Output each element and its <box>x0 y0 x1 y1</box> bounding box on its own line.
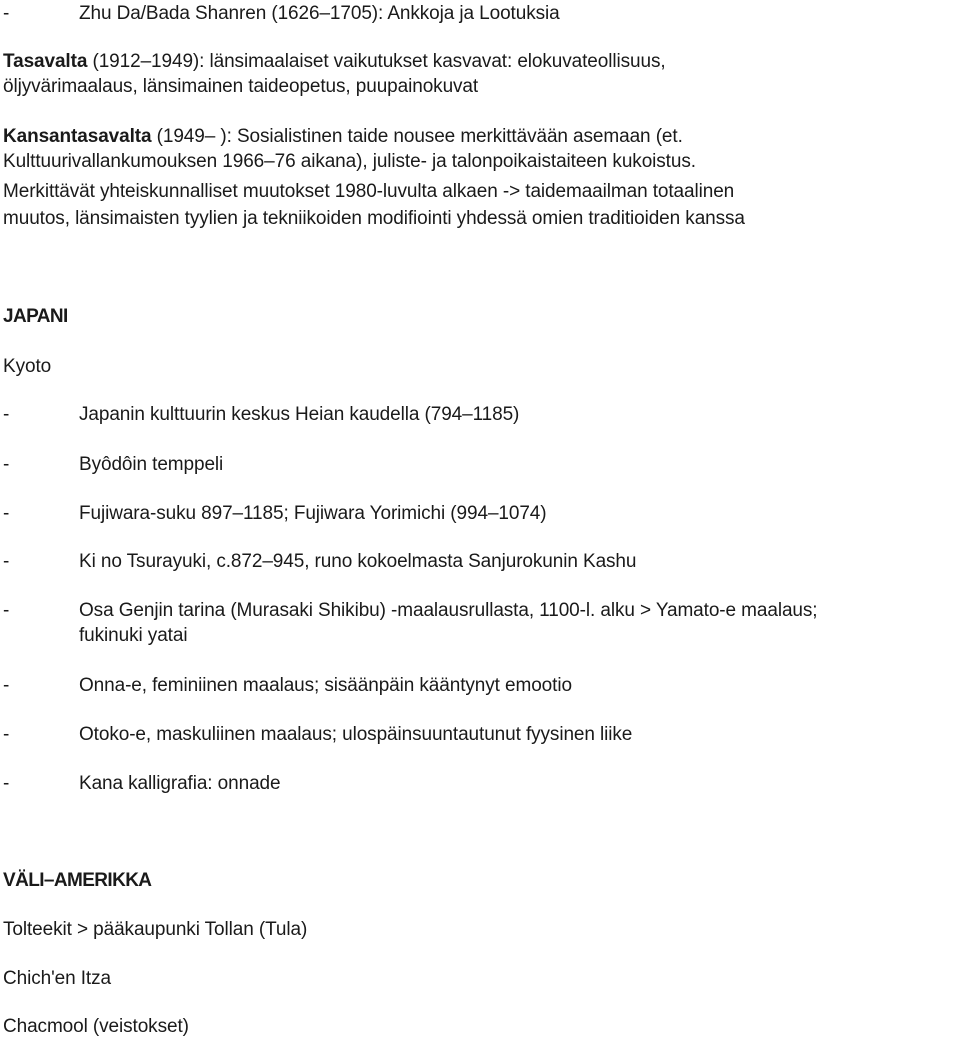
kansantasavalta-line-1: Kansantasavalta (1949– ): Sosialistinen taide nousee merkittävään asemaan (et. <box>3 126 683 147</box>
kansantasavalta-line-4: muutos, länsimaisten tyylien ja tekniikoiden modifiointi yhdessä omien traditioiden kanssa <box>3 208 745 229</box>
list-item: Onna-e, feminiinen maalaus; sisäänpäin kääntynyt emootio <box>79 675 572 696</box>
tasavalta-line-1: Tasavalta (1912–1949): länsimaalaiset vaikutukset kasvavat: elokuvateollisuus, <box>3 51 666 72</box>
list-item-continuation: fukinuki yatai <box>79 625 188 646</box>
bullet-dash: - <box>3 551 10 572</box>
list-item: Otoko-e, maskuliinen maalaus; ulospäinsuuntautunut fyysinen liike <box>79 724 633 745</box>
list-item: Ki no Tsurayuki, c.872–945, runo kokoelmasta Sanjurokunin Kashu <box>79 551 637 572</box>
kyoto-subheading: Kyoto <box>3 356 52 377</box>
list-item: Japanin kulttuurin keskus Heian kaudella (794–1185) <box>79 404 520 425</box>
tasavalta-line-2: öljyvärimaalaus, länsimainen taideopetus, puupainokuvat <box>3 76 479 97</box>
bullet-dash: - <box>3 503 10 524</box>
bullet-dash: - <box>3 600 10 621</box>
bullet-dash: - <box>3 3 10 24</box>
kansantasavalta-line-2: Kulttuurivallankumouksen 1966–76 aikana), juliste- ja talonpoikaistaiteen kukoistus. <box>3 151 696 172</box>
bullet-dash: - <box>3 773 10 794</box>
vali-amerikka-line: Tolteekit > pääkaupunki Tollan (Tula) <box>3 919 308 940</box>
list-item: Kana kalligrafia: onnade <box>79 773 281 794</box>
tasavalta-term: Tasavalta <box>3 51 88 72</box>
zhu-da-line: Zhu Da/Bada Shanren (1626–1705): Ankkoja ja Lootuksia <box>79 3 560 24</box>
vali-amerikka-line: Chich'en Itza <box>3 968 111 989</box>
bullet-dash: - <box>3 404 10 425</box>
kansantasavalta-term: Kansantasavalta <box>3 126 152 147</box>
list-item: Byôdôin temppeli <box>79 454 224 475</box>
bullet-dash: - <box>3 454 10 475</box>
list-item: Osa Genjin tarina (Murasaki Shikibu) -maalausrullasta, 1100-l. alku > Yamato-e maalaus; <box>79 600 818 621</box>
bullet-dash: - <box>3 724 10 745</box>
vali-amerikka-heading: VÄLI–AMERIKKA <box>3 870 152 891</box>
japani-heading: JAPANI <box>3 306 68 327</box>
vali-amerikka-line: Chacmool (veistokset) <box>3 1016 189 1037</box>
kansantasavalta-line-3: Merkittävät yhteiskunnalliset muutokset 1980-luvulta alkaen -> taidemaailman totaalinen <box>3 181 735 202</box>
bullet-dash: - <box>3 675 10 696</box>
list-item: Fujiwara-suku 897–1185; Fujiwara Yorimichi (994–1074) <box>79 503 547 524</box>
